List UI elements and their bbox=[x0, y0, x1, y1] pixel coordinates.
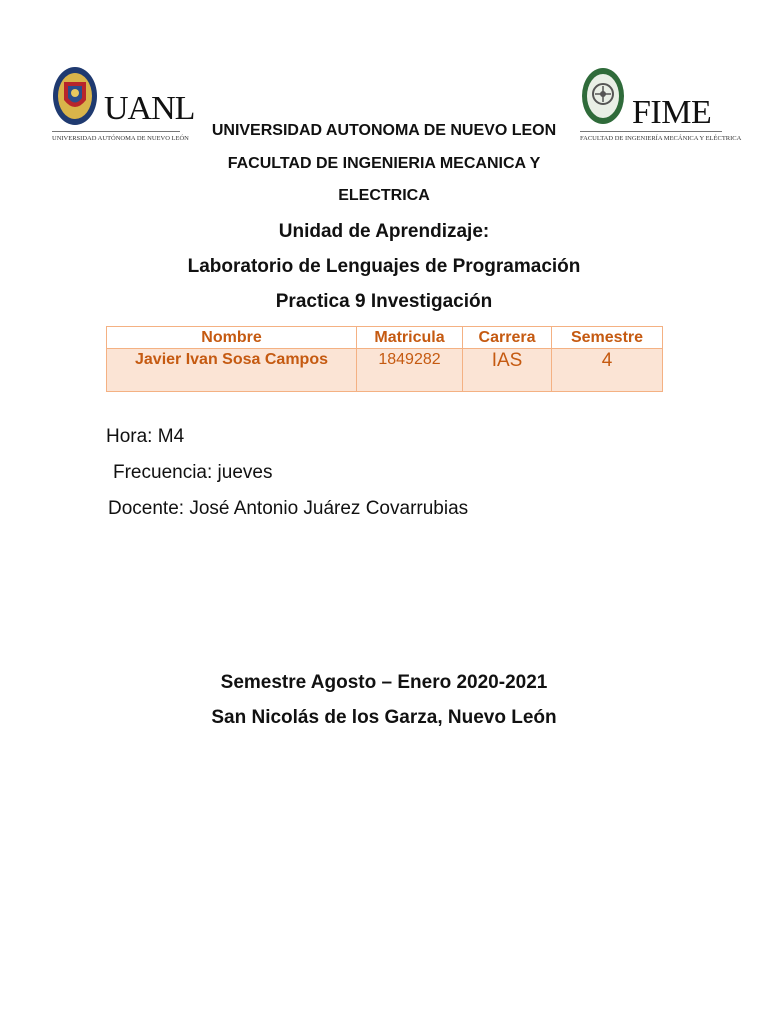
student-table bbox=[106, 326, 663, 392]
frecuencia-line: Frecuencia: jueves bbox=[113, 462, 273, 483]
uanl-wordmark: UANL bbox=[104, 90, 195, 127]
cell-nombre: Javier Ivan Sosa Campos bbox=[107, 349, 357, 392]
course-name: Laboratorio de Lenguajes de Programación bbox=[187, 256, 581, 277]
header-carrera: Carrera bbox=[463, 327, 552, 349]
header-matricula: Matricula bbox=[357, 327, 463, 349]
fime-seal-icon bbox=[580, 66, 626, 128]
uanl-subtitle: UNIVERSIDAD AUTÓNOMA DE NUEVO LEÓN bbox=[52, 135, 189, 142]
faculty-line-2: ELECTRICA bbox=[338, 187, 430, 204]
table-row bbox=[107, 349, 663, 392]
unit-label: Unidad de Aprendizaje: bbox=[278, 221, 490, 242]
fime-subtitle: FACULTAD DE INGENIERÍA MECÁNICA Y ELÉCTRICA bbox=[580, 135, 742, 142]
practice-title: Practica 9 Investigación bbox=[275, 291, 493, 312]
uanl-seal-icon bbox=[52, 66, 98, 128]
faculty-line-1: FACULTAD DE INGENIERIA MECANICA Y bbox=[227, 155, 541, 172]
semester-period: Semestre Agosto – Enero 2020-2021 bbox=[220, 672, 548, 693]
hora-line: Hora: M4 bbox=[106, 426, 185, 447]
university-name: UNIVERSIDAD AUTONOMA DE NUEVO LEON bbox=[211, 122, 557, 139]
location: San Nicolás de los Garza, Nuevo León bbox=[211, 707, 557, 728]
cell-carrera: IAS bbox=[463, 349, 552, 392]
cell-semestre: 4 bbox=[552, 349, 663, 392]
docente-line: Docente: José Antonio Juárez Covarrubias bbox=[108, 498, 469, 519]
header-nombre: Nombre bbox=[107, 327, 357, 349]
cell-matricula: 1849282 bbox=[357, 349, 463, 392]
fime-wordmark: FIME bbox=[632, 94, 712, 131]
table-header-row bbox=[107, 327, 663, 349]
header-semestre: Semestre bbox=[552, 327, 663, 349]
